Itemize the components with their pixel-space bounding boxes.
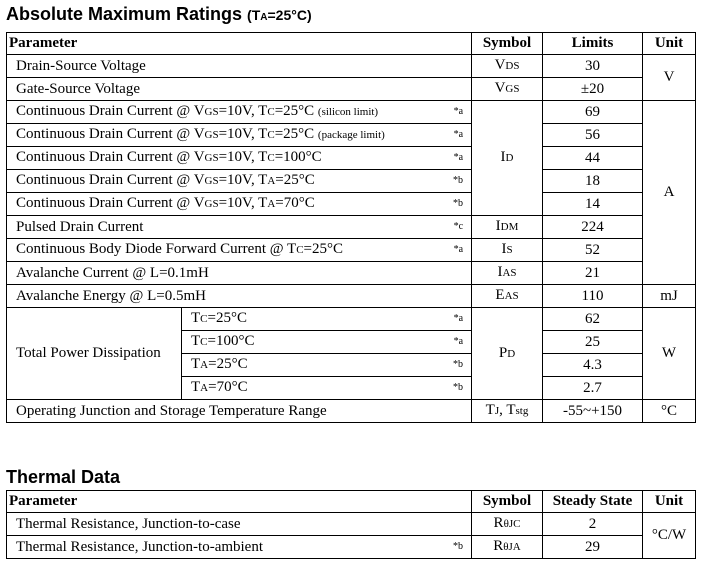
- table-row: [7, 513, 696, 536]
- footnote-ref: *b: [453, 175, 464, 186]
- limit-cell: 25: [543, 331, 643, 354]
- power-cond-cell: TA=70°C *b: [182, 377, 472, 400]
- symbol-cell: PD: [472, 308, 543, 400]
- header-steady-state: Steady State: [543, 491, 643, 513]
- table-row: [7, 239, 696, 262]
- footnote-ref: *b: [453, 359, 464, 370]
- footnote-ref: *c: [453, 221, 464, 232]
- value-cell: 29: [543, 536, 643, 559]
- symbol-cell: VDS: [472, 55, 543, 78]
- table-row: [7, 147, 696, 170]
- footnote-ref: *a: [453, 313, 464, 324]
- limit-cell: 21: [543, 262, 643, 285]
- header-limits: Limits: [543, 33, 643, 55]
- param-cell: Pulsed Drain Current *c: [7, 216, 472, 239]
- footnote-ref: *a: [453, 244, 464, 255]
- symbol-cell: IS: [472, 239, 543, 262]
- limit-cell: 30: [543, 55, 643, 78]
- limit-cell: 4.3: [543, 354, 643, 377]
- param-cell: Thermal Resistance, Junction-to-case: [7, 513, 472, 536]
- param-cell: Continuous Drain Current @ VGS=10V, TC=100°C *a: [7, 147, 472, 170]
- table-row: [7, 55, 696, 78]
- symbol-cell: ID: [472, 101, 543, 216]
- power-label-cell: Total Power Dissipation: [7, 308, 182, 400]
- param-cell: Continuous Body Diode Forward Current @ TC=25°C *a: [7, 239, 472, 262]
- limit-cell: 44: [543, 147, 643, 170]
- amr-header-row: [7, 33, 696, 55]
- footnote-ref: *a: [453, 129, 464, 140]
- limit-cell: -55~+150: [543, 400, 643, 423]
- unit-cell: °C: [643, 400, 696, 423]
- symbol-cell: TJ, Tstg: [472, 400, 543, 423]
- unit-cell: °C/W: [643, 513, 696, 559]
- param-cell: Drain-Source Voltage: [7, 55, 472, 78]
- footnote-ref: *b: [453, 382, 464, 393]
- limit-cell: 62: [543, 308, 643, 331]
- limit-cell: 224: [543, 216, 643, 239]
- table-row: [7, 536, 696, 559]
- table-row: [7, 101, 696, 124]
- param-cell: Continuous Drain Current @ VGS=10V, TC=25°C (package limit) *a: [7, 124, 472, 147]
- limit-cell: 14: [543, 193, 643, 216]
- footnote-ref: *a: [453, 106, 464, 117]
- table-row: [7, 400, 696, 423]
- thermal-header-row: [7, 491, 696, 513]
- table-row: [7, 170, 696, 193]
- power-cond-cell: TC=25°C *a: [182, 308, 472, 331]
- table-row: [7, 193, 696, 216]
- symbol-cell: VGS: [472, 78, 543, 101]
- symbol-cell: IAS: [472, 262, 543, 285]
- table-row: [7, 285, 696, 308]
- power-cond-cell: TC=100°C *a: [182, 331, 472, 354]
- limit-cell: ±20: [543, 78, 643, 101]
- power-cond-cell: TA=25°C *b: [182, 354, 472, 377]
- unit-cell: W: [643, 308, 696, 400]
- unit-cell: A: [643, 101, 696, 285]
- table-row: [7, 308, 696, 331]
- footnote-ref: *b: [453, 541, 463, 552]
- table-row: [7, 216, 696, 239]
- table-row: [7, 124, 696, 147]
- symbol-cell: RθJA: [472, 536, 543, 559]
- limit-cell: 69: [543, 101, 643, 124]
- param-cell: Continuous Drain Current @ VGS=10V, TA=70°C *b: [7, 193, 472, 216]
- header-parameter: Parameter: [7, 33, 472, 55]
- limit-cell: 18: [543, 170, 643, 193]
- header-unit: Unit: [643, 33, 696, 55]
- limit-cell: 2.7: [543, 377, 643, 400]
- symbol-cell: RθJC: [472, 513, 543, 536]
- amr-table: [6, 32, 696, 423]
- param-cell: Avalanche Current @ L=0.1mH: [7, 262, 472, 285]
- thermal-title: Thermal Data: [6, 467, 121, 487]
- limit-cell: 52: [543, 239, 643, 262]
- thermal-table: [6, 490, 696, 559]
- amr-title: Absolute Maximum Ratings (TA=25°C): [6, 4, 312, 24]
- header-symbol: Symbol: [472, 491, 543, 513]
- table-row: [7, 78, 696, 101]
- param-cell: Thermal Resistance, Junction-to-ambient *b: [7, 536, 472, 559]
- param-cell: Operating Junction and Storage Temperature Range: [7, 400, 472, 423]
- symbol-cell: EAS: [472, 285, 543, 308]
- footnote-ref: *b: [453, 198, 464, 209]
- footnote-ref: *a: [453, 336, 464, 347]
- limit-cell: 56: [543, 124, 643, 147]
- param-cell: Continuous Drain Current @ VGS=10V, TC=25°C (silicon limit) *a: [7, 101, 472, 124]
- table-row: [7, 262, 696, 285]
- symbol-cell: IDM: [472, 216, 543, 239]
- header-parameter: Parameter: [7, 491, 472, 513]
- header-unit: Unit: [643, 491, 696, 513]
- value-cell: 2: [543, 513, 643, 536]
- limit-cell: 110: [543, 285, 643, 308]
- param-cell: Avalanche Energy @ L=0.5mH: [7, 285, 472, 308]
- param-cell: Continuous Drain Current @ VGS=10V, TA=25°C *b: [7, 170, 472, 193]
- header-symbol: Symbol: [472, 33, 543, 55]
- unit-cell: mJ: [643, 285, 696, 308]
- footnote-ref: *a: [453, 152, 464, 163]
- param-cell: Gate-Source Voltage: [7, 78, 472, 101]
- unit-cell: V: [643, 55, 696, 101]
